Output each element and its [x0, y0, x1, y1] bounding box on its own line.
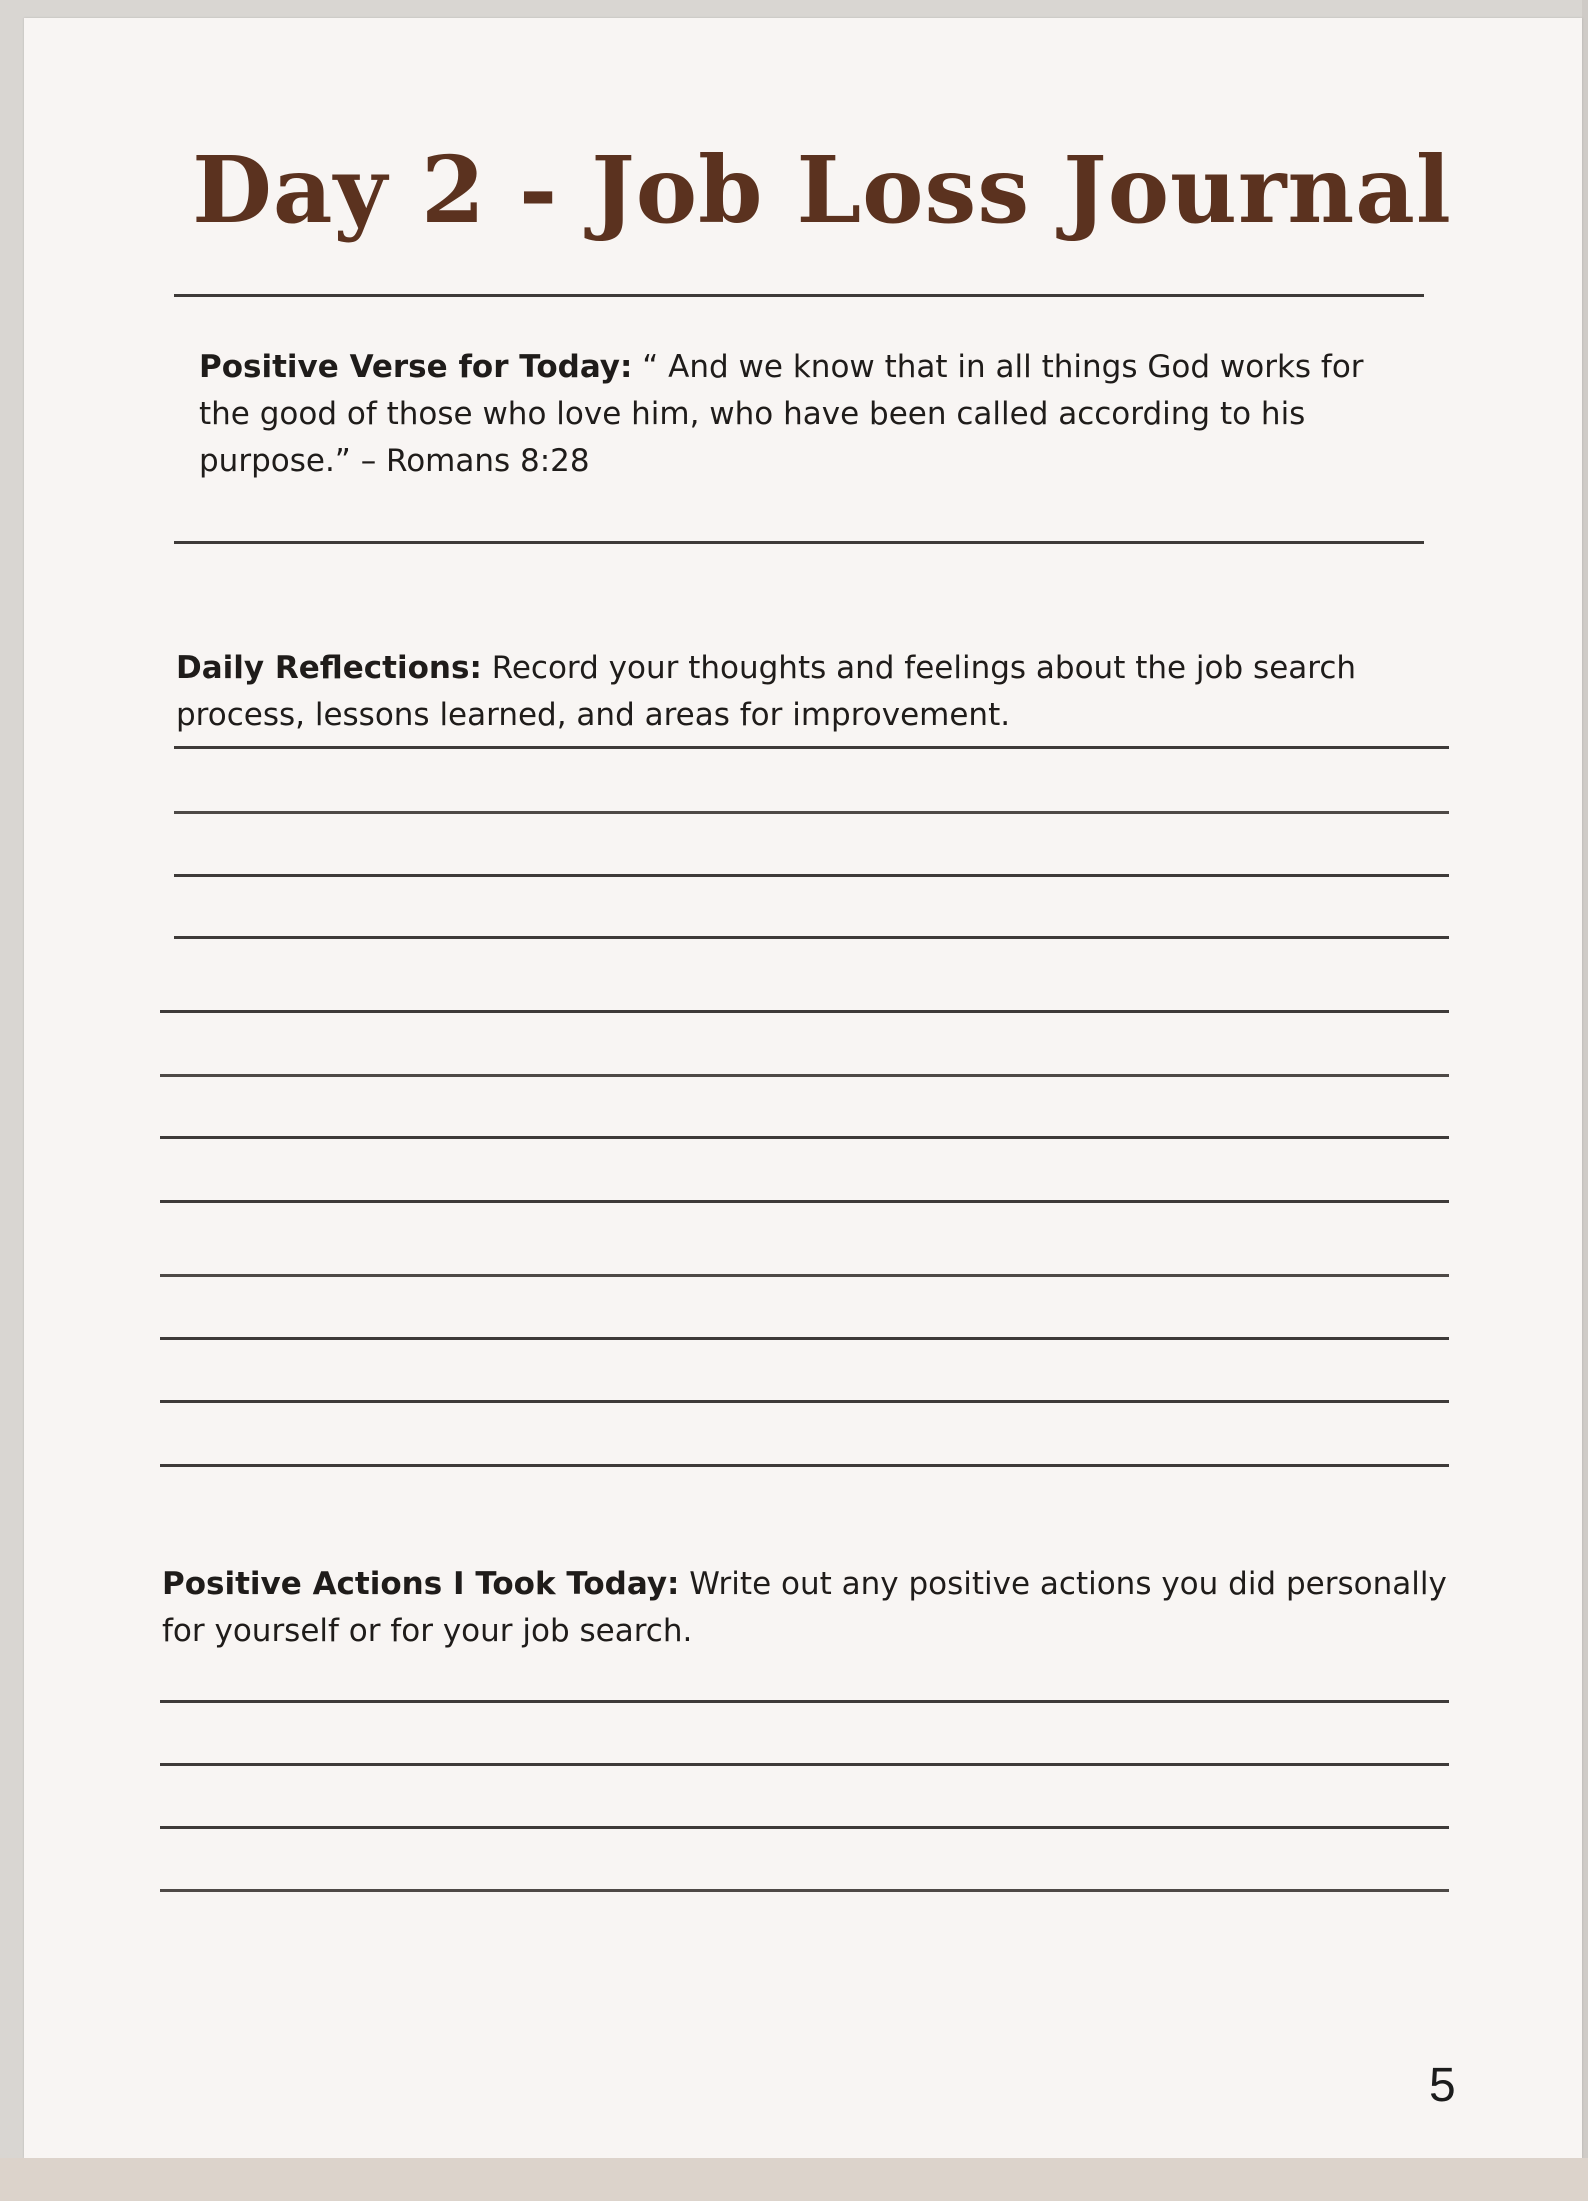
- divider-verse-bottom: [174, 541, 1424, 544]
- reflections-label: Daily Reflections:: [176, 650, 482, 686]
- writing-line[interactable]: [160, 1700, 1449, 1703]
- writing-line[interactable]: [160, 1136, 1449, 1139]
- writing-line[interactable]: [160, 1464, 1449, 1467]
- reflections-text: Record your thoughts and feelings about the job search process, lessons learned, and areas for improvement.: [176, 650, 1357, 733]
- writing-line[interactable]: [160, 1074, 1449, 1077]
- journal-page: [24, 18, 1582, 2158]
- actions-label: Positive Actions I Took Today:: [162, 1566, 680, 1602]
- reflections-section: [176, 645, 1426, 739]
- actions-section: [162, 1561, 1452, 1655]
- page-footer-band: [0, 2158, 1588, 2201]
- writing-line[interactable]: [174, 811, 1449, 814]
- writing-line[interactable]: [160, 1200, 1449, 1203]
- writing-line[interactable]: [174, 936, 1449, 939]
- page-edge: [1582, 0, 1588, 2201]
- writing-line[interactable]: [174, 746, 1449, 749]
- page-number: 5: [1429, 2059, 1456, 2112]
- writing-line[interactable]: [160, 1010, 1449, 1013]
- page-title: Day 2 - Job Loss Journal: [192, 136, 1452, 244]
- writing-line[interactable]: [160, 1274, 1449, 1277]
- verse-label: Positive Verse for Today:: [199, 349, 633, 385]
- writing-line[interactable]: [160, 1400, 1449, 1403]
- verse-text: “ And we know that in all things God works for the good of those who love him, who have been called according to his purpose.” – Romans 8:28: [199, 349, 1364, 479]
- divider-top: [174, 294, 1424, 297]
- writing-line[interactable]: [160, 1763, 1449, 1766]
- writing-line[interactable]: [160, 1889, 1449, 1892]
- actions-text: Write out any positive actions you did personally for yourself or for your job search.: [162, 1566, 1447, 1649]
- writing-line[interactable]: [160, 1337, 1449, 1340]
- verse-section: [199, 344, 1414, 485]
- writing-line[interactable]: [174, 874, 1449, 877]
- writing-line[interactable]: [160, 1826, 1449, 1829]
